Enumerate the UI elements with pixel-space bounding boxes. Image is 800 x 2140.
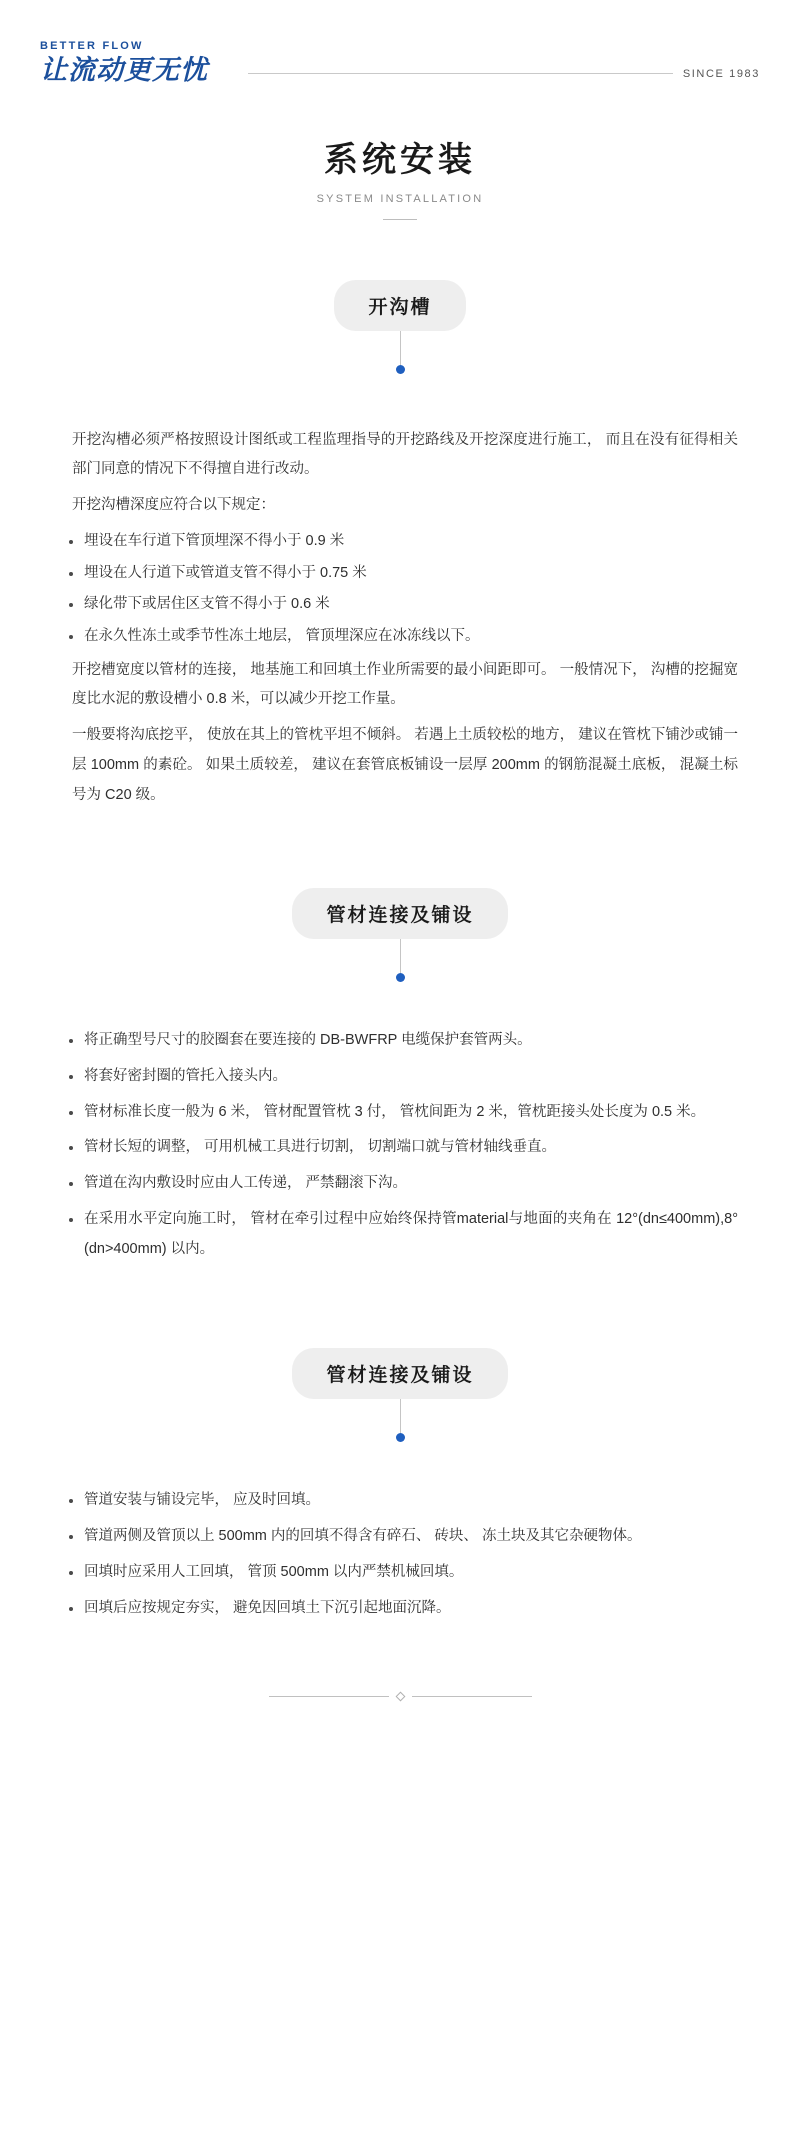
- section-pipe-connection: [0, 888, 800, 1264]
- paragraph: 开挖沟槽深度应符合以下规定：: [72, 497, 275, 514]
- page-header: [0, 0, 800, 86]
- list-item: 管道两侧及管顶以上 500mm 内的回填不得含有碎石、 砖块、 冻土块及其它杂硬物体。: [62, 1522, 738, 1552]
- page-title-block: [0, 132, 800, 220]
- page-subtitle: SYSTEM INSTALLATION: [316, 192, 484, 205]
- footer-ornament: [0, 1693, 800, 1700]
- heading-connector-line: [400, 1399, 401, 1433]
- heading-dot-marker: [396, 1433, 405, 1442]
- since-text: SINCE 1983: [682, 67, 760, 80]
- divider-line: [248, 73, 673, 74]
- list-item: 将正确型号尺寸的胶圈套在要连接的 DB-BWFRP 电缆保护套管两头。: [62, 1026, 738, 1056]
- heading-connector-line: [400, 331, 401, 365]
- list-item: 在采用水平定向施工时， 管材在牵引过程中应始终保持管material与地面的夹角在 12°(dn≤400mm),8°(dn>400mm) 以内。: [62, 1205, 738, 1264]
- bullet-list: [62, 1486, 738, 1623]
- diamond-icon: [395, 1692, 405, 1702]
- list-item: 埋设在人行道下或管道支管不得小于 0.75 米: [62, 559, 738, 589]
- list-item: 管道在沟内敷设时应由人工传递， 严禁翻滚下沟。: [62, 1169, 738, 1199]
- section-heading-pill: 管材连接及铺设: [292, 1348, 507, 1399]
- list-item: 回填后应按规定夯实， 避免因回填土下沉引起地面沉降。: [62, 1594, 738, 1624]
- list-item: 绿化带下或居住区支管不得小于 0.6 米: [62, 590, 738, 620]
- list-item: 管道安装与铺设完毕， 应及时回填。: [62, 1486, 738, 1516]
- heading-dot-marker: [396, 365, 405, 374]
- since-block: [248, 68, 760, 86]
- section-heading-wrap: [0, 1348, 800, 1442]
- title-underline: [383, 219, 417, 220]
- section-heading-pill: 管材连接及铺设: [292, 888, 507, 939]
- paragraph: 开挖槽宽度以管材的连接， 地基施工和回填土作业所需要的最小间距即可。 一般情况下， 沟槽的挖掘宽度比水泥的敷设槽小 0.8 米，可以减少开挖工作量。: [72, 661, 738, 708]
- list-item: 管材长短的调整， 可用机械工具进行切割， 切割端口就与管材轴线垂直。: [62, 1133, 738, 1163]
- brand-english-name: BETTER FLOW: [40, 40, 144, 52]
- bullet-list: [62, 527, 738, 652]
- list-item: 埋设在车行道下管顶埋深不得小于 0.9 米: [62, 527, 738, 557]
- section-heading-wrap: [0, 888, 800, 982]
- list-item: 管材标准长度一般为 6 米， 管材配置管枕 3 付， 管枕间距为 2 米，管枕距接头处长度为 0.5 米。: [62, 1098, 738, 1128]
- heading-connector-line: [400, 939, 401, 973]
- section-trenching: [0, 280, 800, 811]
- section-body: [0, 426, 800, 811]
- list-item: 在永久性冻土或季节性冻土地层， 管顶埋深应在冰冻线以下。: [62, 622, 738, 652]
- heading-dot-marker: [396, 973, 405, 982]
- section-backfill: [0, 1348, 800, 1623]
- divider-line-right: [412, 1696, 532, 1697]
- paragraph: 开挖沟槽必须严格按照设计图纸或工程监理指导的开挖路线及开挖深度进行施工， 而且在没有征得相关部门同意的情况下不得擅自进行改动。: [72, 431, 738, 478]
- list-item: 将套好密封圈的管托入接头内。: [62, 1062, 738, 1092]
- brand-logo: [40, 40, 208, 86]
- page-title: 系统安装: [324, 140, 476, 179]
- section-heading-pill: 开沟槽: [334, 280, 465, 331]
- section-body: [0, 1026, 800, 1264]
- brand-chinese-name: 让流动更无忧: [40, 55, 208, 85]
- divider-line-left: [269, 1696, 389, 1697]
- section-heading-wrap: [0, 280, 800, 374]
- bullet-list: [62, 1026, 738, 1264]
- section-body: [0, 1486, 800, 1623]
- list-item: 回填时应采用人工回填， 管顶 500mm 以内严禁机械回填。: [62, 1558, 738, 1588]
- paragraph: 一般要将沟底挖平， 使放在其上的管枕平坦不倾斜。 若遇上土质较松的地方， 建议在管枕下铺沙或铺一层 100mm 的素砼。 如果土质较差， 建议在套管底板铺设一层厚 200mm 的钢筋混凝土底板， 混凝土标号为 C20 级。: [72, 727, 738, 803]
